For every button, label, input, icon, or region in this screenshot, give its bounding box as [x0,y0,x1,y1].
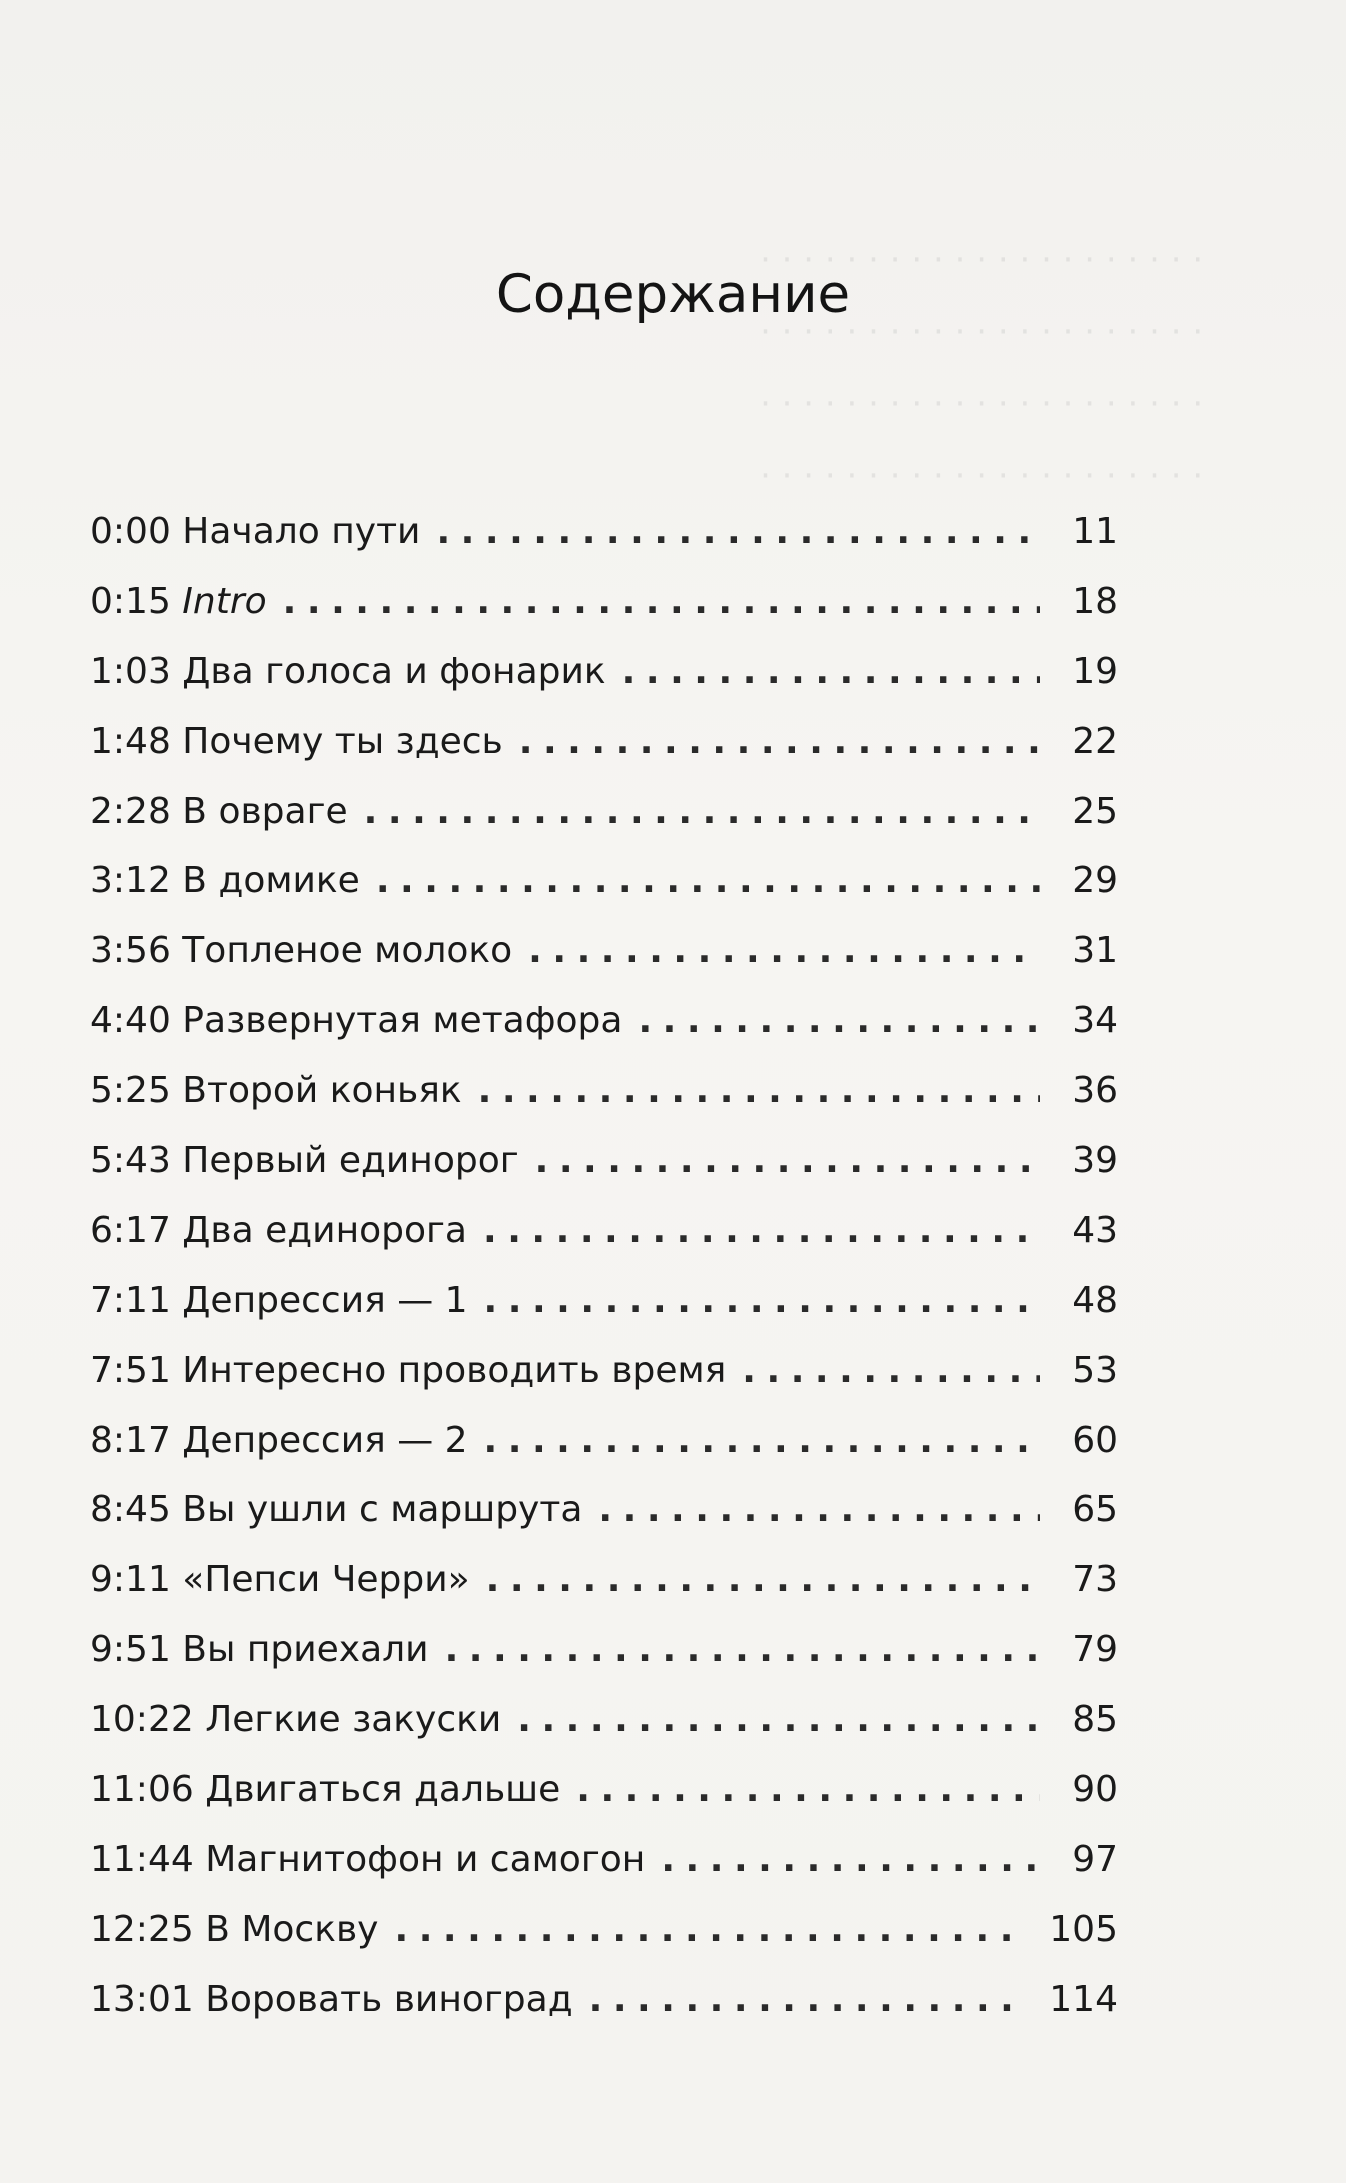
toc-entry-label [90,1271,468,1331]
toc-entry-time: 0:00 [90,511,171,552]
toc-entry-page-number: 36 [1072,1070,1118,1112]
toc-entry [90,851,1118,921]
toc-entry [90,1131,1118,1201]
dot-leader [638,991,1040,1051]
dot-leader [535,1131,1040,1191]
toc-entry-label [90,782,348,842]
bleed-through-text: · · · · · · · · · · · · · · · · · · · · · [760,384,1204,424]
dot-leader [519,712,1040,772]
toc-entry-title: Два единорога [182,1209,467,1251]
toc-entry-label [90,1690,501,1750]
toc-entry-page-number: 31 [1072,930,1118,972]
toc-entry-time: 9:51 [90,1629,171,1671]
toc-entry-title: Первый единорог [182,1140,519,1182]
dot-leader [445,1620,1040,1680]
toc-entry-time: 13:01 [90,1978,194,2020]
toc-entry-title: В Москву [205,1908,379,1950]
dot-leader [661,1830,1040,1890]
toc-entry-title: Воровать виноград [205,1978,573,2020]
dot-leader [395,1900,1026,1960]
bleed-through-text: · · · · · · · · · · · · · · · · · · · · · [760,456,1204,496]
toc-entry-label [90,1411,468,1471]
toc-entry-title: Легкие закуски [205,1699,502,1741]
toc-entry-page-number: 114 [1049,1978,1118,2020]
toc-entry [90,1900,1118,1970]
toc-entry-page-number: 79 [1072,1629,1118,1671]
toc-entry-title: «Пепси Черри» [182,1559,470,1601]
toc-entry-page-number: 105 [1049,1908,1118,1950]
toc-entry-page-number: 22 [1072,720,1118,762]
toc-entry-title: Начало пути [182,511,421,552]
toc-entry-label [90,1061,462,1121]
toc-entry [90,1760,1118,1830]
toc-entry-page-number: 90 [1072,1769,1118,1811]
toc-entry-label [90,642,606,702]
toc-entry-title: Почему ты здесь [182,720,503,762]
toc-entry-time: 10:22 [90,1699,194,1741]
dot-leader [436,502,1040,562]
toc-entry-page-number: 29 [1072,860,1118,902]
toc-entry-page-number: 65 [1072,1489,1118,1531]
toc-entry-page-number: 60 [1072,1419,1118,1461]
dot-leader [528,921,1040,981]
toc-entry [90,1970,1118,2040]
toc-entry-title: Двигаться дальше [205,1769,561,1811]
toc-entry-time: 7:51 [90,1349,171,1391]
toc-entry-page-number: 11 [1072,511,1118,552]
toc-entry-title: Депрессия — 2 [182,1419,468,1461]
toc-entry-time: 1:03 [90,650,171,692]
toc-entry-label [90,991,622,1051]
bleed-through-text: · · · · · · · · · · · · · · · · · · · · · [760,240,1204,280]
toc-entry-page-number: 18 [1072,580,1118,622]
toc-entry-page-number: 34 [1072,1000,1118,1042]
toc-entry-title: Магнитофон и самогон [205,1838,646,1880]
dot-leader [484,1271,1040,1331]
toc-entry [90,1061,1118,1131]
toc-entry-label [90,1620,429,1680]
toc-entry-title: Вы приехали [182,1629,429,1671]
toc-entry-title: В овраге [182,790,348,832]
dot-leader [576,1760,1040,1820]
toc-entry [90,1411,1118,1481]
toc-entry-title: Развернутая метафора [182,1000,623,1042]
toc-entry-label [90,1341,726,1401]
toc-entry-page-number: 53 [1072,1349,1118,1391]
dot-leader [483,1201,1040,1261]
toc-entry-label [90,1201,467,1261]
toc-entry-time: 3:12 [90,860,171,902]
toc-entry-time: 7:11 [90,1279,171,1321]
toc-entry-page-number: 19 [1072,650,1118,692]
toc-entry-label [90,1550,470,1610]
toc-entry-time: 11:44 [90,1838,194,1880]
toc-entry [90,642,1118,712]
dot-leader [589,1970,1026,2030]
toc-entry-time: 8:17 [90,1419,171,1461]
toc-entry-time: 3:56 [90,930,171,972]
toc-entry [90,712,1118,782]
toc-entry-page-number: 25 [1072,790,1118,832]
toc-entry-title: В домике [182,860,360,902]
toc-entry-label [90,851,360,911]
dot-leader [622,642,1040,702]
dot-leader [486,1550,1040,1610]
toc-entry [90,1341,1118,1411]
dot-leader [283,572,1040,632]
toc-entry-time: 9:11 [90,1559,171,1601]
toc-entry-time: 4:40 [90,1000,171,1042]
toc-entry [90,1830,1118,1900]
page-title: Содержание [495,263,851,325]
toc-entry-page-number: 85 [1072,1699,1118,1741]
toc-entry-title: Второй коньяк [182,1070,462,1112]
toc-entry-label [90,1900,379,1960]
toc-entry-title: Intro [182,580,267,622]
toc-entry [90,1620,1118,1690]
toc-entry-time: 8:45 [90,1489,171,1531]
dot-leader [598,1480,1040,1540]
toc-entry [90,782,1118,852]
toc-entry [90,1271,1118,1341]
toc-entry [90,572,1118,642]
dot-leader [364,782,1040,842]
toc-entry-time: 5:43 [90,1140,171,1182]
toc-entry-label [90,1830,645,1890]
toc-entry-label [90,1131,519,1191]
toc-entry-time: 11:06 [90,1769,194,1811]
dot-leader [742,1341,1040,1401]
table-of-contents [90,502,1118,2040]
toc-entry-page-number: 97 [1072,1838,1118,1880]
toc-entry-label [90,1480,582,1540]
toc-entry-label [90,712,503,772]
toc-entry-label [90,1760,560,1820]
toc-entry [90,921,1118,991]
dot-leader [478,1061,1040,1121]
toc-entry-time: 5:25 [90,1070,171,1112]
toc-entry-page-number: 73 [1072,1559,1118,1601]
toc-entry-time: 0:15 [90,580,171,622]
toc-entry [90,991,1118,1061]
toc-entry-label [90,572,267,632]
dot-leader [484,1411,1040,1471]
toc-entry [90,1480,1118,1550]
dot-leader [517,1690,1040,1750]
toc-entry-page-number: 39 [1072,1140,1118,1182]
toc-entry-time: 6:17 [90,1209,171,1251]
toc-entry-label [90,1970,573,2030]
toc-entry [90,1550,1118,1620]
toc-entry-time: 2:28 [90,790,171,832]
toc-entry-label [90,502,420,562]
dot-leader [376,851,1040,911]
toc-entry [90,1690,1118,1760]
toc-entry-title: Два голоса и фонарик [182,650,606,692]
toc-entry [90,1201,1118,1271]
toc-entry-title: Интересно проводить время [182,1349,727,1391]
toc-entry-title: Топленое молоко [182,930,513,972]
toc-entry-page-number: 43 [1072,1209,1118,1251]
toc-entry-title: Депрессия — 1 [182,1279,468,1321]
toc-entry-time: 1:48 [90,720,171,762]
bleed-through-text: · · · · · · · · · · · · · · · · · · · · · [760,312,1204,352]
toc-entry-title: Вы ушли с маршрута [182,1489,583,1531]
toc-entry-page-number: 48 [1072,1279,1118,1321]
toc-entry-label [90,921,512,981]
toc-entry-time: 12:25 [90,1908,194,1950]
toc-entry [90,502,1118,572]
